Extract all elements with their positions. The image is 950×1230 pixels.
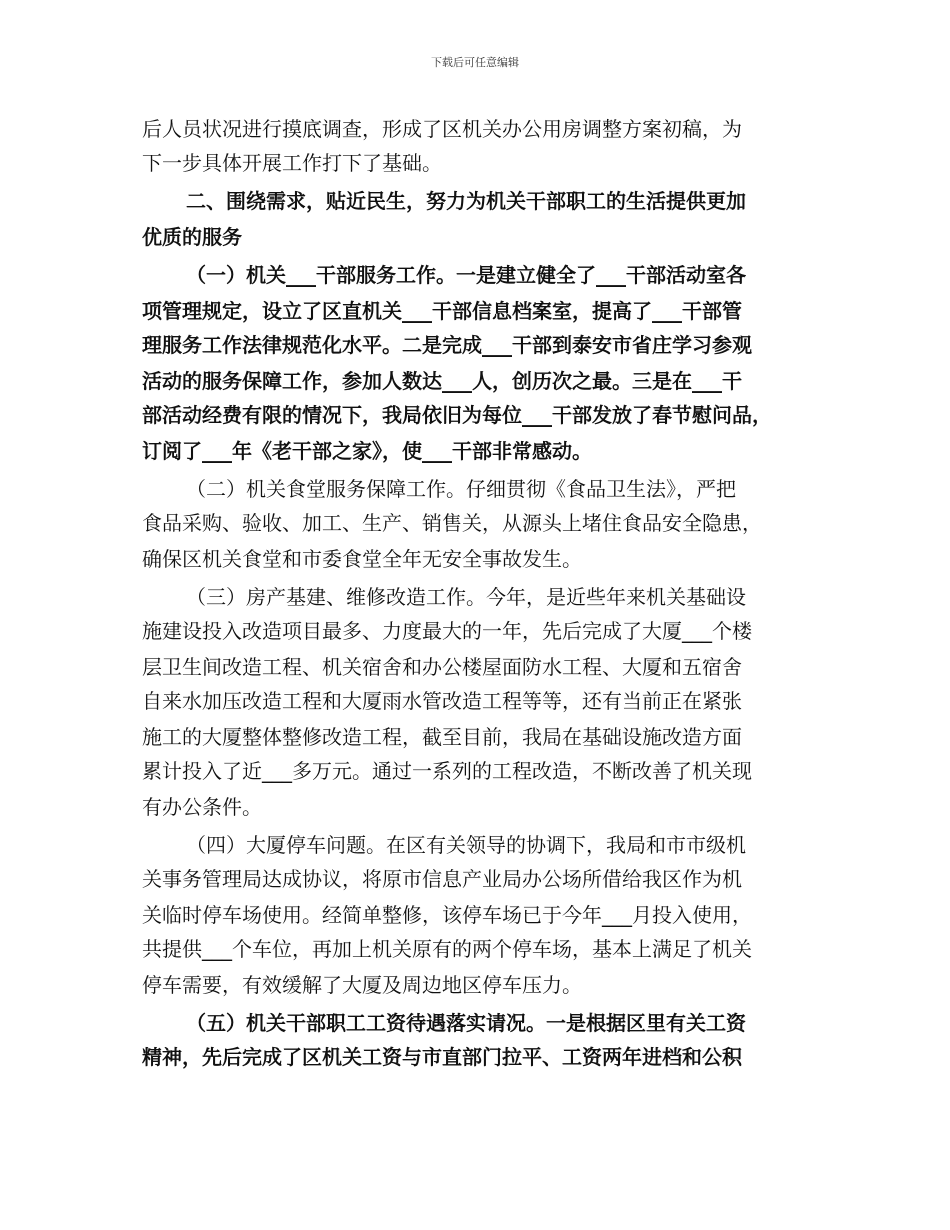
section-heading-line: 优质的服务 bbox=[142, 225, 242, 249]
subsection-line: （三）房产基建、维修改造工作。今年，是近些年来机关基础设 bbox=[186, 585, 746, 609]
text-line: 停车需要，有效缓解了大厦及周边地区停车压力。 bbox=[142, 973, 582, 997]
bold-text-line: 理服务工作法律规范化水平。二是完成___干部到泰安市省庄学习参观 bbox=[142, 333, 752, 357]
bold-text-line: 精神，先后完成了区机关工资与市直部门拉平、工资两年进档和公积 bbox=[142, 1045, 742, 1069]
text-line: 施工的大厦整体整修改造工程，截至目前，我局在基础设施改造方面 bbox=[142, 725, 742, 749]
text-line: 确保区机关食堂和市委食堂全年无安全事故发生。 bbox=[142, 547, 582, 571]
text-line: 层卫生间改造工程、机关宿舍和办公楼屋面防水工程、大厦和五宿舍 bbox=[142, 655, 742, 679]
text-line: 共提供___个车位，再加上机关原有的两个停车场，基本上满足了机关 bbox=[142, 937, 752, 961]
page-header: 下载后可任意编辑 bbox=[431, 56, 519, 69]
bold-subsection-line: （五）机关干部职工工资待遇落实请况。一是根据区里有关工资 bbox=[186, 1011, 746, 1035]
text-line: 后人员状况进行摸底调查，形成了区机关办公用房调整方案初稿，为 bbox=[142, 117, 742, 141]
subsection-line: （二）机关食堂服务保障工作。仔细贯彻《食品卫生法》，严把 bbox=[186, 477, 736, 501]
bold-text-line: 订阅了___年《老干部之家》，使___干部非常感动。 bbox=[142, 439, 592, 463]
subsection-line: （四）大厦停车问题。在区有关领导的协调下，我局和市市级机 bbox=[186, 833, 746, 857]
text-line: 有办公条件。 bbox=[142, 795, 262, 819]
bold-text-line: 项管理规定，设立了区直机关___干部信息档案室，提高了___干部管 bbox=[142, 299, 742, 323]
text-line: 关临时停车场使用。经简单整修，该停车场已于今年___月投入使用， bbox=[142, 903, 752, 927]
section-heading-line: 二、围绕需求，贴近民生，努力为机关干部职工的生活提供更加 bbox=[186, 189, 746, 213]
text-line: 累计投入了近___多万元。通过一系列的工程改造，不断改善了机关现 bbox=[142, 759, 752, 783]
bold-text-line: （一）机关___干部服务工作。一是建立健全了___干部活动室各 bbox=[186, 263, 746, 287]
text-line: 施建设投入改造项目最多、力度最大的一年，先后完成了大厦___个楼 bbox=[142, 619, 752, 643]
text-line: 自来水加压改造工程和大厦雨水管改造工程等等，还有当前正在紧张 bbox=[142, 689, 742, 713]
bold-text-line: 部活动经费有限的情况下，我局依旧为每位___干部发放了春节慰问品， bbox=[142, 403, 772, 427]
text-line: 关事务管理局达成协议，将原市信息产业局办公场所借给我区作为机 bbox=[142, 867, 742, 891]
text-line: 食品采购、验收、加工、生产、销售关，从源头上堵住食品安全隐患， bbox=[142, 511, 762, 535]
bold-text-line: 活动的服务保障工作，参加人数达___人，创历次之最。三是在___干 bbox=[142, 369, 742, 393]
text-line: 下一步具体开展工作打下了基础。 bbox=[142, 151, 442, 175]
